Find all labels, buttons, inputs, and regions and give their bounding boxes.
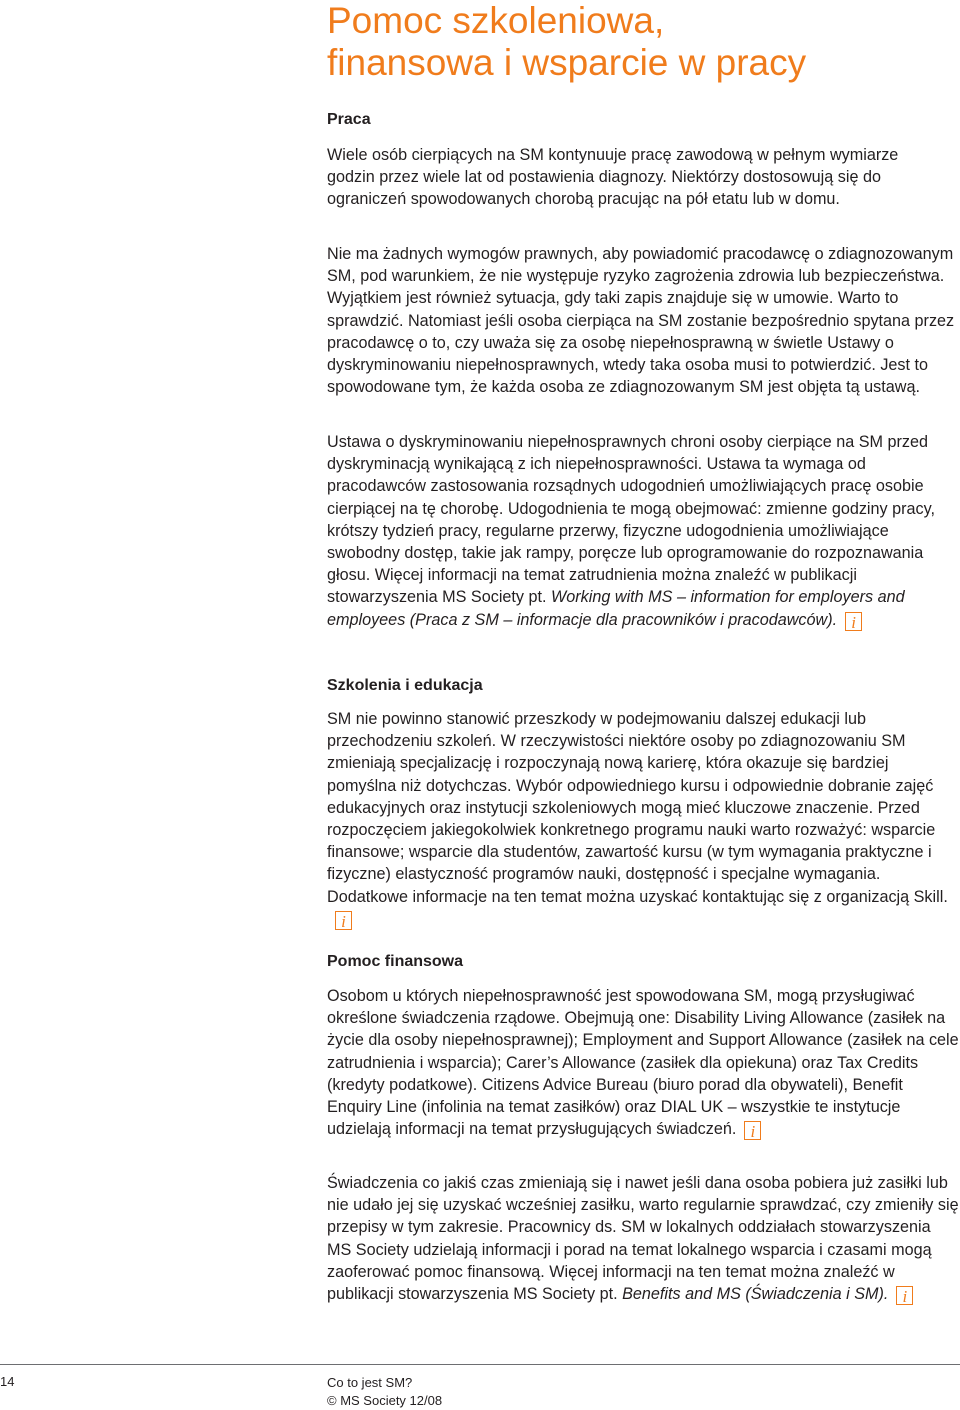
paragraph-szkolenia-1-text: SM nie powinno stanowić przeszkody w podejmowaniu dalszej edukacji lub przechodzeniu szkoleń. W rzeczywistości niektóre osoby po zdiagnozowaniu SM zmieniają specjalizację i rozpoczynają nową karierę, która okazuje się bardziej pomyślna niż dotychczas. Wybór odpowiedniego kursu i odpowiednie dobranie zajęć edukacyjnych oraz instytucji szkoleniowych mogą mieć kluczowe znaczenie. Przed rozpoczęciem jakiegokolwiek konkretnego programu nauki warto rozważyć: wsparcie finansowe; wsparcie dla studentów, zawartość kursu (w tym wymagania praktyczne i fizyczne) elastyczność programów nauki, dostępność i specjalne wymagania. Dodatkowe informacje na ten temat można uzyskać kontaktując się z organizacją Skill. bbox=[327, 710, 948, 906]
publication-title-working-with-ms: Working with MS – information for employers and employees (Praca z SM – informacje dla pracowników i pracodawców). bbox=[327, 588, 905, 629]
footer-publication-title: Co to jest SM? bbox=[327, 1375, 413, 1390]
section-heading-szkolenia: Szkolenia i edukacja bbox=[327, 677, 483, 694]
section-heading-praca: Praca bbox=[327, 111, 371, 128]
paragraph-szkolenia-1 bbox=[327, 708, 959, 930]
section-heading-pomoc-finansowa: Pomoc finansowa bbox=[327, 953, 464, 970]
paragraph-praca-2: Nie ma żadnych wymogów prawnych, aby powiadomić pracodawcę o zdiagnozowanym SM, pod warunkiem, że nie występuje ryzyko zagrożenia zdrowia lub bezpieczeństwa. Wyjątkiem jest również sytuacja, gdy taki zapis znajduje się w umowie. Warto to sprawdzić. Natomiast jeśli osoba cierpiąca na SM zostanie bezpośrednio spytana przez pracodawcę o to, czy uważa się za osobę niepełnosprawną w świetle Ustawy o dyskryminowaniu niepełnosprawnych, wtedy taka osoba musi to potwierdzić. Jest to spowodowane tym, że każda osoba ze zdiagnozowanym SM jest objęta tą ustawą. bbox=[327, 245, 955, 397]
page-number: 14 bbox=[0, 1374, 15, 1389]
paragraph-pomoc-1-text: Osobom u których niepełnosprawność jest spowodowana SM, mogą przysługiwać określone świadczenia rządowe. Obejmują one: Disability Living Allowance (zasiłek na życie dla osoby niepełnosprawnej); Employment and Support Allowance (zasiłek na cele zatrudnienia i wsparcia); Carer’s Allowance (zasiłek dla opiekuna) oraz Tax Credits (kredyty podatkowe). Citizens Advice Bureau (biuro porad dla obywateli), Benefit Enquiry Line (infolinia na temat zasiłków) oraz DIAL UK – wszystkie te instytucje udzielają informacji na temat przysługujących świadczeń. bbox=[327, 987, 959, 1139]
info-icon: i bbox=[335, 911, 352, 930]
footer-divider bbox=[0, 1364, 960, 1365]
page-title bbox=[327, 0, 957, 84]
page-title-line-1: Pomoc szkoleniowa, bbox=[327, 0, 665, 41]
paragraph-pomoc-2 bbox=[327, 1172, 959, 1305]
page-title-line-2: finansowa i wsparcie w pracy bbox=[327, 42, 807, 83]
paragraph-praca-3-text: Ustawa o dyskryminowaniu niepełnosprawnych chroni osoby cierpiące na SM przed dyskryminacją wynikającą z ich niepełnosprawności. Ustawa ta wymaga od pracodawców zastosowania rozsądnych udogodnień umożliwiających pracę osobie cierpiącej na tę chorobę. Udogodnienia te mogą obejmować: zmienne godziny pracy, krótszy tydzień pracy, regularne przerwy, fizyczne udogodnienia umożliwiające swobodny dostęp, takie jak rampy, poręcze lub oprogramowanie do rozpoznawania głosu. Więcej informacji na temat zatrudnienia można znaleźć w publikacji stowarzyszenia MS Society pt. bbox=[327, 433, 935, 607]
paragraph-praca-1: Wiele osób cierpiących na SM kontynuuje pracę zawodową w pełnym wymiarze godzin przez wiele lat od postawienia diagnozy. Niektórzy dostosowują się do ograniczeń spowodowanych chorobą pracując na pół etatu lub w domu. bbox=[327, 146, 899, 209]
info-icon: i bbox=[845, 612, 862, 631]
footer-text bbox=[327, 1374, 442, 1410]
publication-title-benefits-and-ms: Benefits and MS (Świadczenia i SM). bbox=[622, 1285, 889, 1304]
footer-copyright: © MS Society 12/08 bbox=[327, 1393, 443, 1408]
paragraph-praca-3 bbox=[327, 431, 959, 631]
paragraph-pomoc-2-text: Świadczenia co jakiś czas zmieniają się i nawet jeśli dana osoba pobiera już zasiłki lub nie udało jej się uzyskać wcześniej zasiłku, warto regularnie sprawdzać, czy zmieniły się przepisy w tym zakresie. Pracownicy ds. SM w lokalnych oddziałach stowarzyszenia MS Society udzielają informacji i porad na temat lokalnego wsparcia i czasami mogą zaoferować pomoc finansową. Więcej informacji na ten temat można znaleźć w publikacji stowarzyszenia MS Society pt. bbox=[327, 1174, 959, 1304]
info-icon: i bbox=[896, 1286, 913, 1305]
paragraph-pomoc-1 bbox=[327, 985, 959, 1140]
info-icon: i bbox=[744, 1121, 761, 1140]
